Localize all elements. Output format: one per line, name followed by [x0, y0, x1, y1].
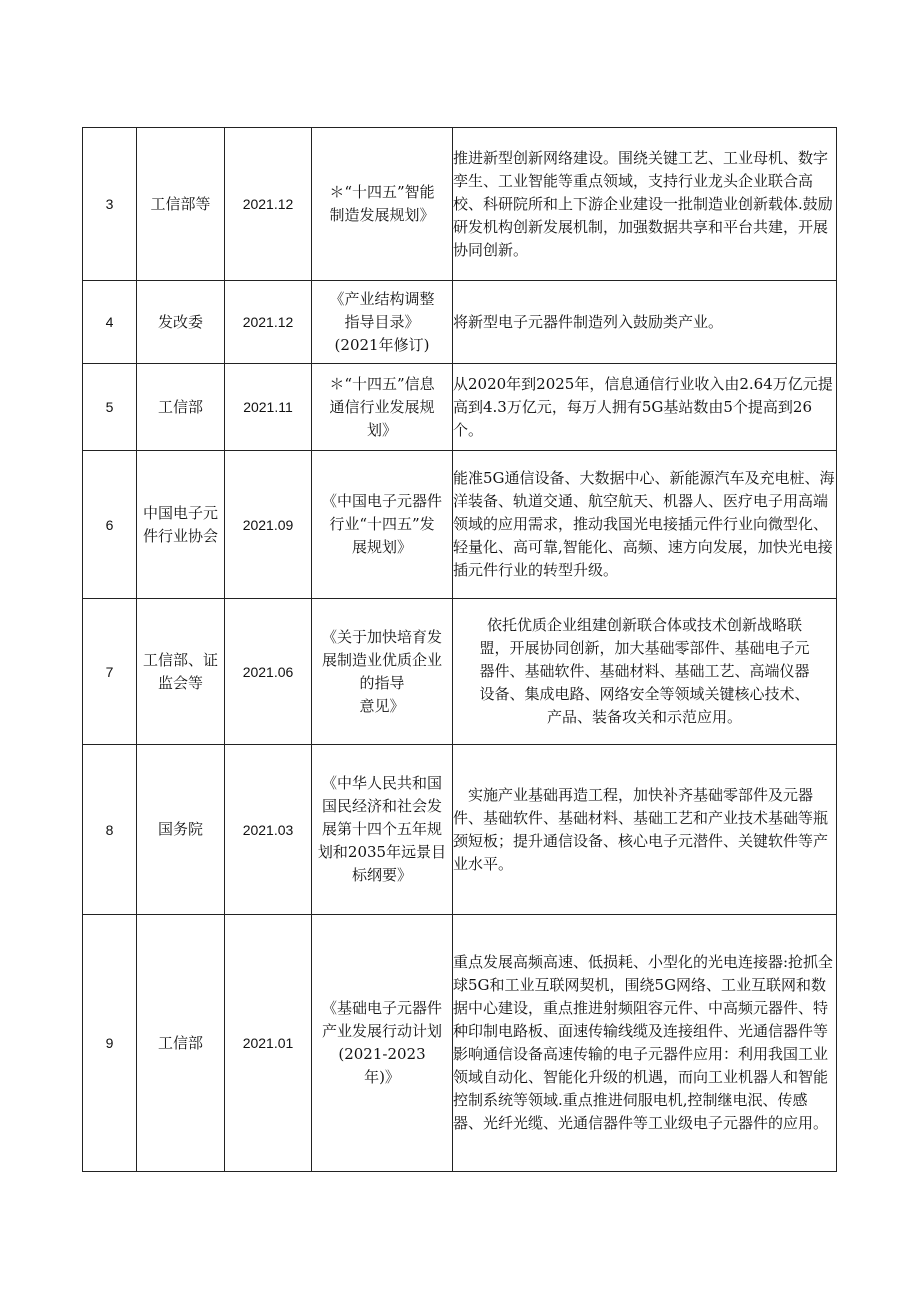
date-cell: 2021.09 — [225, 451, 312, 599]
row-number: 9 — [83, 915, 137, 1172]
policy-content-cell: 实施产业基础再造工程，加快补齐基础零部件及元器件、基础软件、基础材料、基础工艺和产业技术基础等瓶颈短板；提升通信设备、核心电子元潜件、关键软件等产业水平。 — [453, 745, 837, 915]
table-row — [83, 281, 837, 364]
date-cell: 2021.11 — [225, 364, 312, 451]
policy-content-cell: 能准5G通信设备、大数据中心、新能源汽车及充电桩、海洋装备、轨道交通、航空航天、机器人、医疗电子用高端领域的应用需求，推动我国光电接插元件行业向微型化、轻量化、高可靠,智能化、高频、速方向发展，加快光电接插元件行业的转型升级。 — [453, 451, 837, 599]
row-number: 4 — [83, 281, 137, 364]
policy-title-cell: 《产业结构调整 指导目录》 (2021年修订) — [312, 281, 453, 364]
policy-content-cell: 推进新型创新网络建设。围绕关键工艺、工业母机、数字孪生、工业智能等重点领域，支持行业龙头企业联合高校、科研院所和上下游企业建设一批制造业创新载体.鼓励研发机构创新发展机制，加强数据共享和平台共建，开展协同创新。 — [453, 128, 837, 281]
row-number: 6 — [83, 451, 137, 599]
department-cell: 国务院 — [137, 745, 225, 915]
policy-content-cell: 重点发展高频高速、低损耗、小型化的光电连接器:抢抓全球5G和工业互联网契机，围绕5G网络、工业互联网和数据中心建设，重点推进射频阻容元件、中高频元器件、特种印制电路板、面速传输线缆及连接组件、光通信器件等影响通信设备高速传输的电子元器件应用：利用我国工业领域自动化、智能化升级的机遇，而向工业机器人和智能控制系统等领域.重点推进伺服电机,控制继电泯、传感器、光纤光缆、光通信器件等工业级电子元器件的应用。 — [453, 915, 837, 1172]
policy-title-cell: ＊“十四五”信息 通信行业发展规 划》 — [312, 364, 453, 451]
department-cell: 工信部 — [137, 364, 225, 451]
policy-title-cell: 《中国电子元器件 行业“十四五”发 展规划》 — [312, 451, 453, 599]
date-cell: 2021.06 — [225, 599, 312, 745]
table-row — [83, 745, 837, 915]
table-row — [83, 599, 837, 745]
date-cell: 2021.12 — [225, 128, 312, 281]
row-number: 5 — [83, 364, 137, 451]
table-row — [83, 364, 837, 451]
policy-title-cell: 《基础电子元器件 产业发展行动计划 (2021-2023 年)》 — [312, 915, 453, 1172]
row-number: 3 — [83, 128, 137, 281]
policy-title-cell: ＊“十四五”智能 制造发展规划》 — [312, 128, 453, 281]
department-cell: 工信部、证 监会等 — [137, 599, 225, 745]
department-cell: 工信部等 — [137, 128, 225, 281]
table-row — [83, 915, 837, 1172]
date-cell: 2021.12 — [225, 281, 312, 364]
date-cell: 2021.03 — [225, 745, 312, 915]
policy-content-cell: 将新型电子元器件制造列入鼓励类产业。 — [453, 281, 837, 364]
policy-content-cell: 从2020年到2025年，信息通信行业收入由2.64万亿元提高到4.3万亿元，每万人拥有5G基站数由5个提高到26个。 — [453, 364, 837, 451]
department-cell: 工信部 — [137, 915, 225, 1172]
row-number: 7 — [83, 599, 137, 745]
row-number: 8 — [83, 745, 137, 915]
policy-title-cell: 《中华人民共和国 国民经济和社会发 展第十四个五年规 划和2035年远景目 标纲要》 — [312, 745, 453, 915]
date-cell: 2021.01 — [225, 915, 312, 1172]
policy-content-cell: 依托优质企业组建创新联合体或技术创新战略联 盟，开展协同创新，加大基础零部件、基础电子元 器件、基础软件、基础材料、基础工艺、高端仪器 设备、集成电路、网络安全等领域关键核心技术、 产品、装备攻关和示范应用。 — [453, 599, 837, 745]
policy-title-cell: 《关于加快培育发 展制造业优质企业 的指导 意见》 — [312, 599, 453, 745]
table-row — [83, 128, 837, 281]
department-cell: 发改委 — [137, 281, 225, 364]
table-row — [83, 451, 837, 599]
department-cell: 中国电子元 件行业协会 — [137, 451, 225, 599]
policy-table — [82, 127, 837, 1172]
